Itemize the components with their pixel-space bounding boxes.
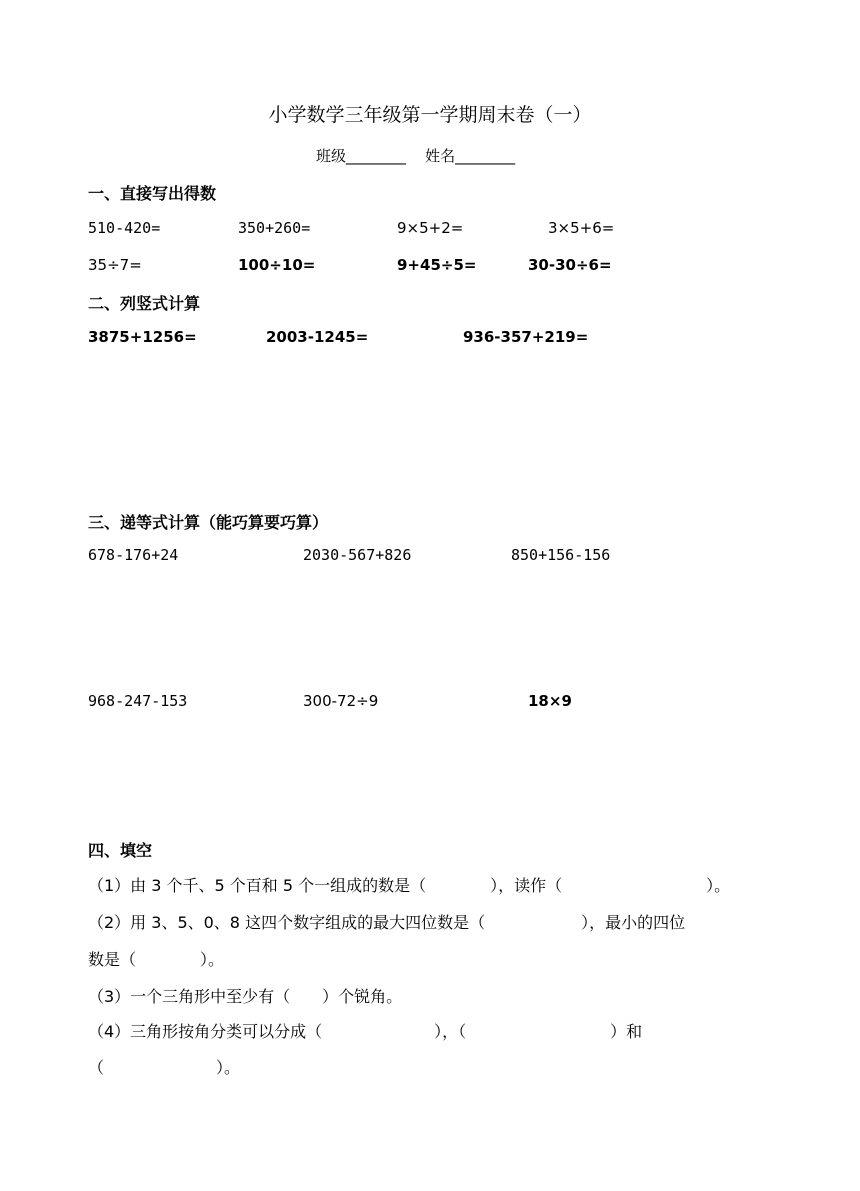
stepwise-problem: 968-247-153	[88, 692, 188, 710]
oral-problem: 3×5+6=	[548, 219, 615, 237]
stepwise-problem: 850+156-156	[511, 546, 611, 564]
stepwise-problem: 2030-567+826	[303, 546, 412, 564]
stepwise-problem: 300-72÷9	[303, 692, 379, 710]
oral-problem: 100÷10=	[238, 256, 316, 274]
oral-problem: 35÷7=	[88, 256, 142, 274]
oral-problem: 9+45÷5=	[397, 256, 477, 274]
fill-question-1: （1）由 3 个千、5 个百和 5 个一组成的数是（ ），读作（ ）。	[88, 876, 731, 895]
name-field-label: 姓名________	[425, 147, 516, 165]
stepwise-problem: 18×9	[528, 692, 572, 710]
stepwise-problem: 678-176+24	[88, 546, 179, 564]
vertical-calc-problem: 3875+1256=	[88, 328, 197, 346]
oral-problem: 9×5+2=	[397, 219, 464, 237]
oral-problem: 30-30÷6=	[528, 256, 612, 274]
vertical-calc-problem: 2003-1245=	[266, 328, 369, 346]
section2-heading: 二、列竖式计算	[88, 294, 201, 313]
fill-question-4: （4）三角形按角分类可以分成（ ），（ ）和	[88, 1022, 643, 1041]
fill-question-2-continued: 数是（ ）。	[88, 950, 225, 969]
fill-question-3: （3）一个三角形中至少有（ ）个锐角。	[88, 987, 403, 1006]
student-info-line	[316, 145, 515, 166]
fill-question-2: （2）用 3、5、0、8 这四个数字组成的最大四位数是（ ），最小的四位	[88, 913, 686, 932]
class-field-label: 班级________	[316, 147, 407, 165]
section1-heading: 一、直接写出得数	[88, 184, 217, 203]
oral-problem: 350+260=	[238, 219, 311, 237]
oral-problem: 510-420=	[88, 219, 161, 237]
section3-heading: 三、递等式计算（能巧算要巧算）	[88, 513, 329, 532]
vertical-calc-problem: 936-357+219=	[463, 328, 589, 346]
page-title: 小学数学三年级第一学期周末卷（一）	[268, 104, 592, 126]
section4-heading: 四、填空	[88, 841, 153, 860]
fill-question-4-continued: （ ）。	[88, 1058, 241, 1077]
